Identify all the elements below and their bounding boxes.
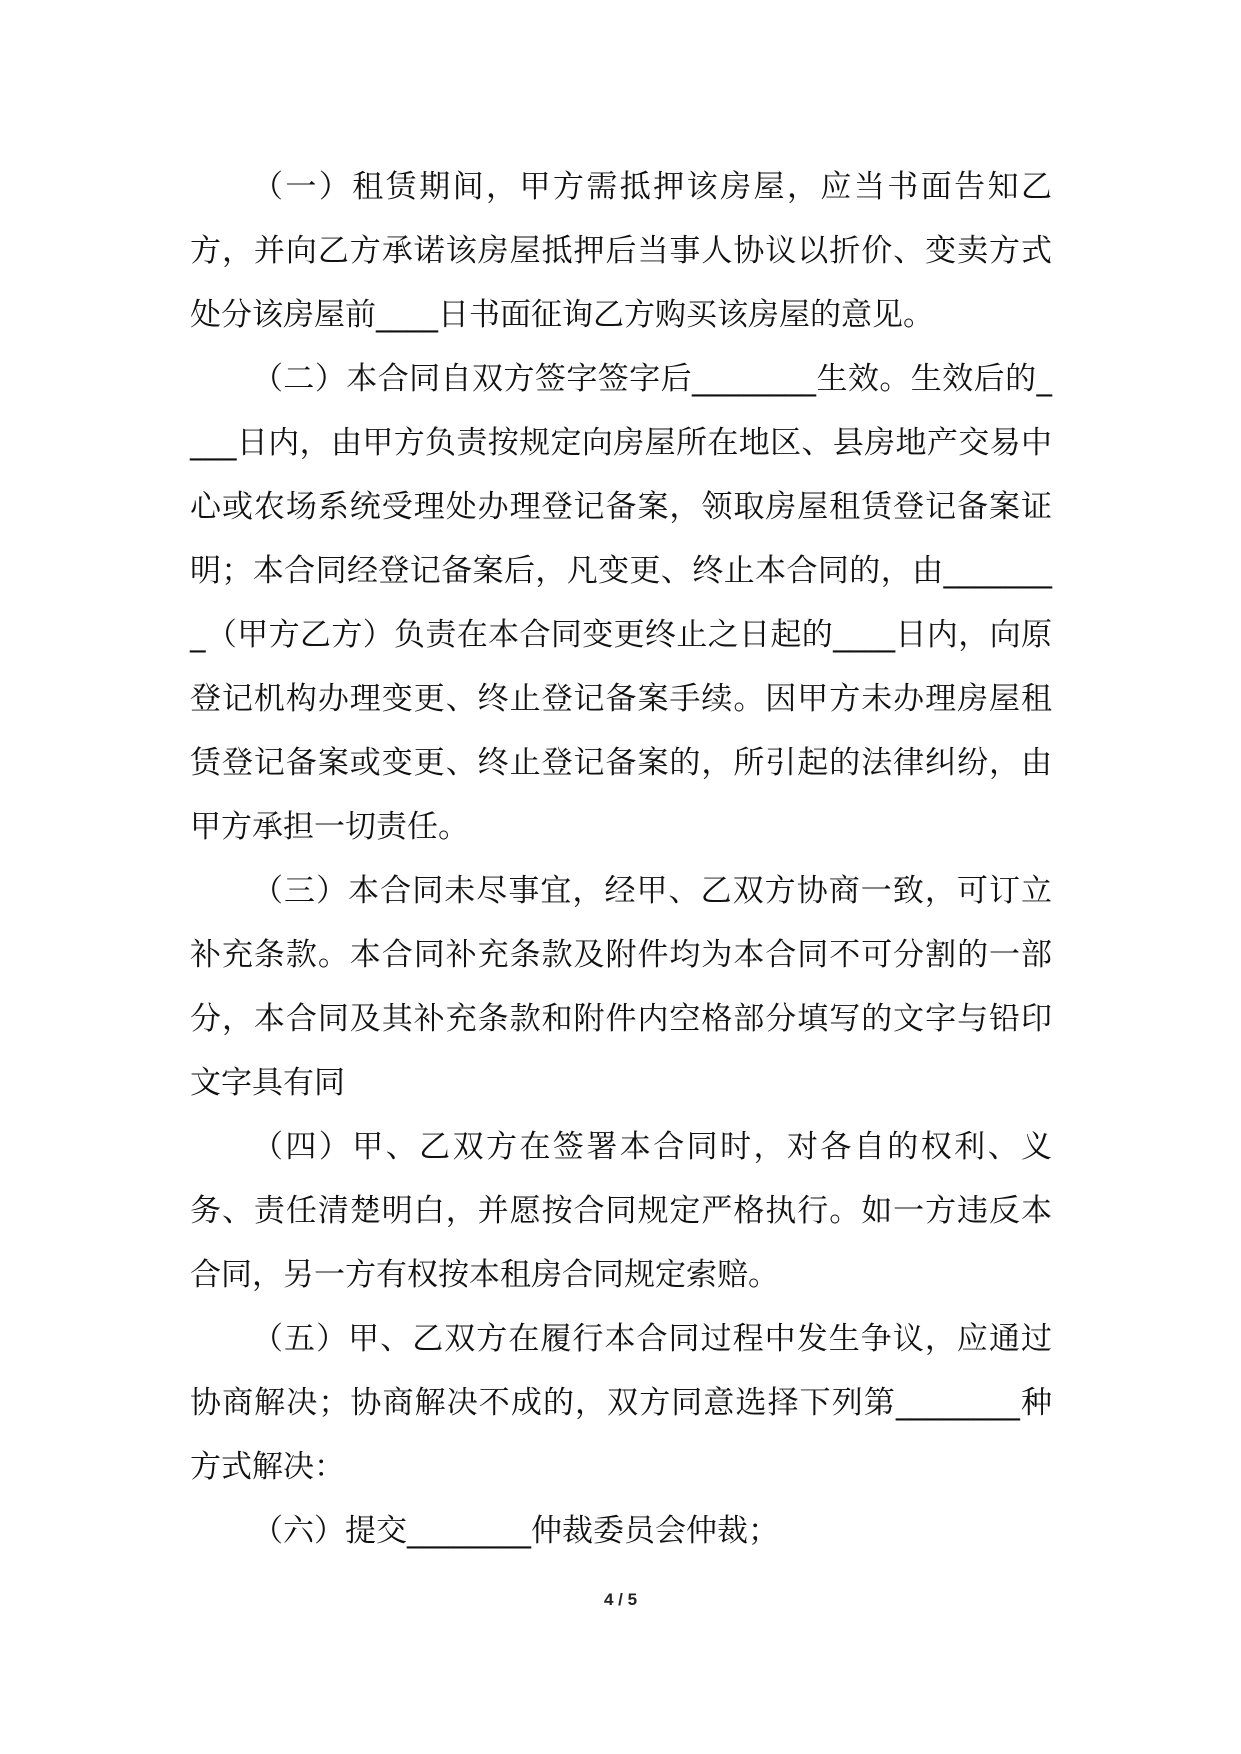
paragraph-supplementary-terms: （三）本合同未尽事宜，经甲、乙双方协商一致，可订立补充条款。本合同补充条款及附件均为本合同不可分割的一部分，本合同及其补充条款和附件内空格部分填写的文字与铅印文字具有同 bbox=[190, 873, 1052, 1101]
paragraph-mortgage-notice: （一）租赁期间，甲方需抵押该房屋，应当书面告知乙方，并向乙方承诺该房屋抵押后当事人协议以折价、变卖方式处分该房屋前____日书面征询乙方购买该房屋的意见。 bbox=[190, 169, 1052, 333]
paragraph-registration-filing: （二）本合同自双方签字签字后________生效。生效后的____日内，由甲方负责按规定向房屋所在地区、县房地产交易中心或农场系统受理处办理登记备案，领取房屋租赁登记备案证明；本合同经登记备案后，凡变更、终止本合同的，由________（甲方乙方）负责在本合同变更终止之日起的____日内，向原登记机构办理变更、终止登记备案手续。因甲方未办理房屋租赁登记备案或变更、终止登记备案的，所引起的法律纠纷，由甲方承担一切责任。 bbox=[190, 361, 1052, 845]
paragraph-arbitration: （六）提交________仲裁委员会仲裁； bbox=[252, 1513, 779, 1549]
page-number: 4 / 5 bbox=[603, 1590, 638, 1609]
paragraph-rights-obligations: （四）甲、乙双方在签署本合同时，对各自的权利、义务、责任清楚明白，并愿按合同规定严格执行。如一方违反本合同，另一方有权按本租房合同规定索赔。 bbox=[190, 1129, 1052, 1293]
document-body bbox=[190, 155, 1052, 1563]
paragraph-dispute-resolution: （五）甲、乙双方在履行本合同过程中发生争议，应通过协商解决；协商解决不成的，双方同意选择下列第________种方式解决： bbox=[190, 1321, 1052, 1485]
